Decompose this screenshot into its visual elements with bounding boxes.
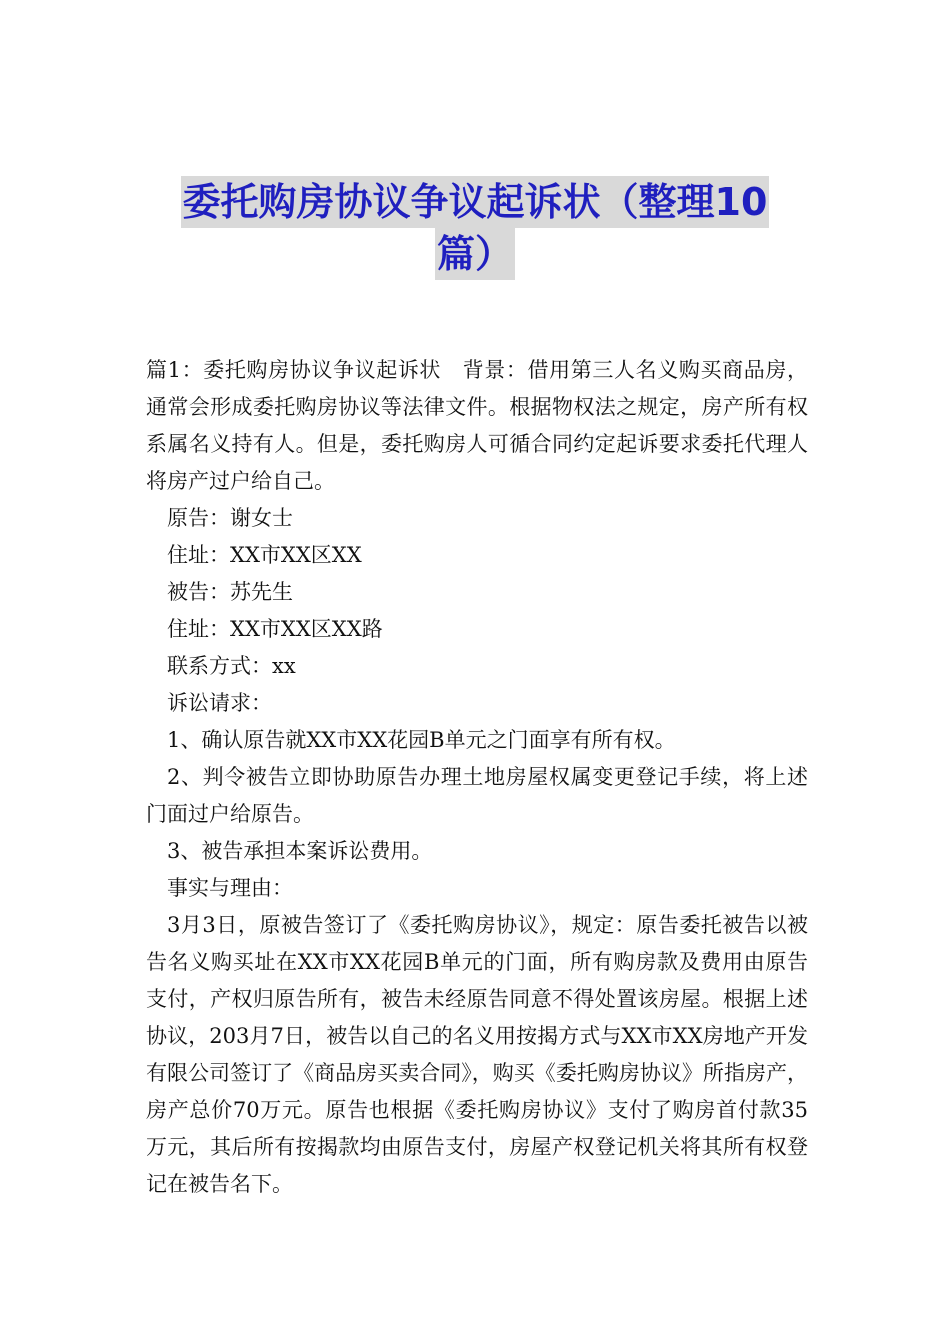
paragraph-claim-2: 2、判令被告立即协助原告办理土地房屋权属变更登记手续，将上述门面过户给原告。 (146, 765, 808, 826)
document-title (150, 176, 800, 280)
paragraph-facts: 3月3日，原被告签订了《委托购房协议》，规定：原告委托被告以被告名义购买址在XX市XX花园B单元的门面，所有购房款及费用由原告支付，产权归原告所有，被告未经原告同意不得处置该房屋。根据上述协议，203月7日，被告以自己的名义用按揭方式与XX市XX房地产开发有限公司签订了《商品房买卖合同》，购买《委托购房协议》所指房产，房产总价70万元。原告也根据《委托购房协议》支付了购房首付款35万元，其后所有按揭款均由原告支付，房屋产权登记机关将其所有权登记在被告名下。 (146, 913, 808, 1196)
paragraph-claim-1: 1、确认原告就XX市XX花园B单元之门面享有所有权。 (167, 728, 676, 752)
paragraph-claim-3: 3、被告承担本案诉讼费用。 (167, 839, 433, 863)
paragraph-defendant-address: 住址：XX市XX区XX路 (167, 617, 383, 641)
paragraph-facts-heading: 事实与理由： (167, 876, 293, 900)
title-line-1: 委托购房协议争议起诉状（整理10 (181, 176, 770, 228)
title-line-2: 篇） (435, 228, 515, 280)
paragraph-intro: 篇1：委托购房协议争议起诉状 背景：借用第三人名义购买商品房，通常会形成委托购房协议等法律文件。根据物权法之规定，房产所有权系属名义持有人。但是，委托购房人可循合同约定起诉要求委托代理人将房产过户给自己。 (146, 358, 808, 493)
paragraph-plaintiff: 原告：谢女士 (167, 506, 293, 530)
paragraph-contact: 联系方式：xx (167, 654, 296, 678)
document-body (146, 352, 808, 1203)
paragraph-claims-heading: 诉讼请求： (167, 691, 272, 715)
paragraph-plaintiff-address: 住址：XX市XX区XX (167, 543, 362, 567)
paragraph-defendant: 被告：苏先生 (167, 580, 293, 604)
